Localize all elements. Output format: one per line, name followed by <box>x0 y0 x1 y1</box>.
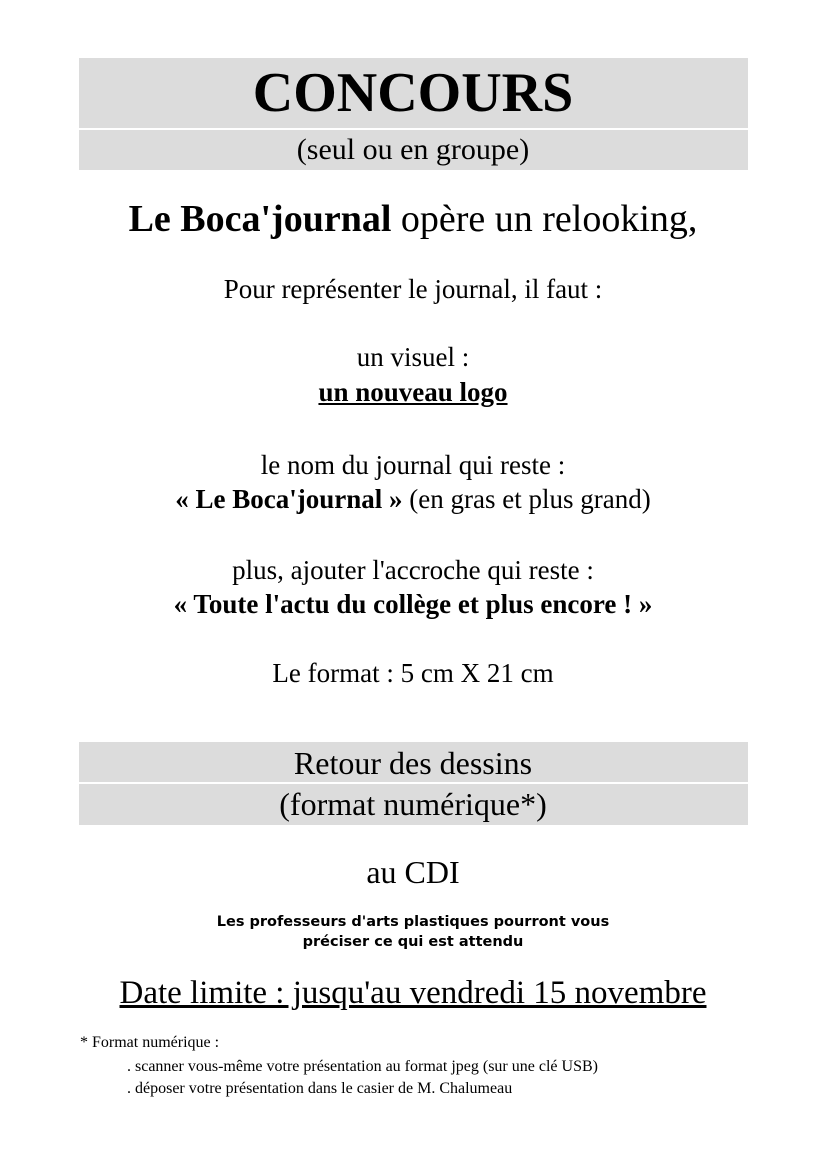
location-text: au CDI <box>366 854 460 890</box>
return-line-1: Retour des dessins <box>293 745 533 781</box>
headline <box>0 194 826 244</box>
visual-label: un visuel : <box>356 342 470 372</box>
page-title: CONCOURS <box>252 62 574 124</box>
tagline-label: plus, ajouter l'accroche qui reste : <box>232 555 594 585</box>
visual-value <box>0 375 826 409</box>
name-label: le nom du journal qui reste : <box>260 450 566 480</box>
format-text: Le format : 5 cm X 21 cm <box>272 658 554 688</box>
name-value <box>0 482 826 516</box>
headline-rest: opère un relooking, <box>391 198 698 240</box>
tagline-value <box>0 587 826 621</box>
journal-name-bold: « Le Boca'journal » <box>175 484 403 514</box>
tagline-text: « Toute l'actu du collège et plus encore ! » <box>173 589 653 619</box>
new-logo-text: un nouveau logo <box>318 377 508 407</box>
headline-journal-name: Le Boca'journal <box>128 198 392 240</box>
return-band-divider <box>79 782 748 784</box>
journal-name-note: (en gras et plus grand) <box>402 484 651 514</box>
intro-text: Pour représenter le journal, il faut : <box>223 274 603 304</box>
teachers-note-line-1: Les professeurs d'arts plastiques pourront vous <box>216 914 610 930</box>
teachers-note-line-2: préciser ce qui est attendu <box>302 934 524 950</box>
return-line-2: (format numérique*) <box>279 786 547 822</box>
footnote-item: . déposer votre présentation dans le casier de M. Chalumeau <box>127 1080 513 1097</box>
footnote-item: . scanner vous-même votre présentation au format jpeg (sur une clé USB) <box>127 1058 598 1075</box>
deadline-text: Date limite : jusqu'au vendredi 15 novembre <box>119 975 707 1011</box>
page-subtitle: (seul ou en groupe) <box>296 133 530 166</box>
footnote-title: * Format numérique : <box>80 1034 220 1051</box>
